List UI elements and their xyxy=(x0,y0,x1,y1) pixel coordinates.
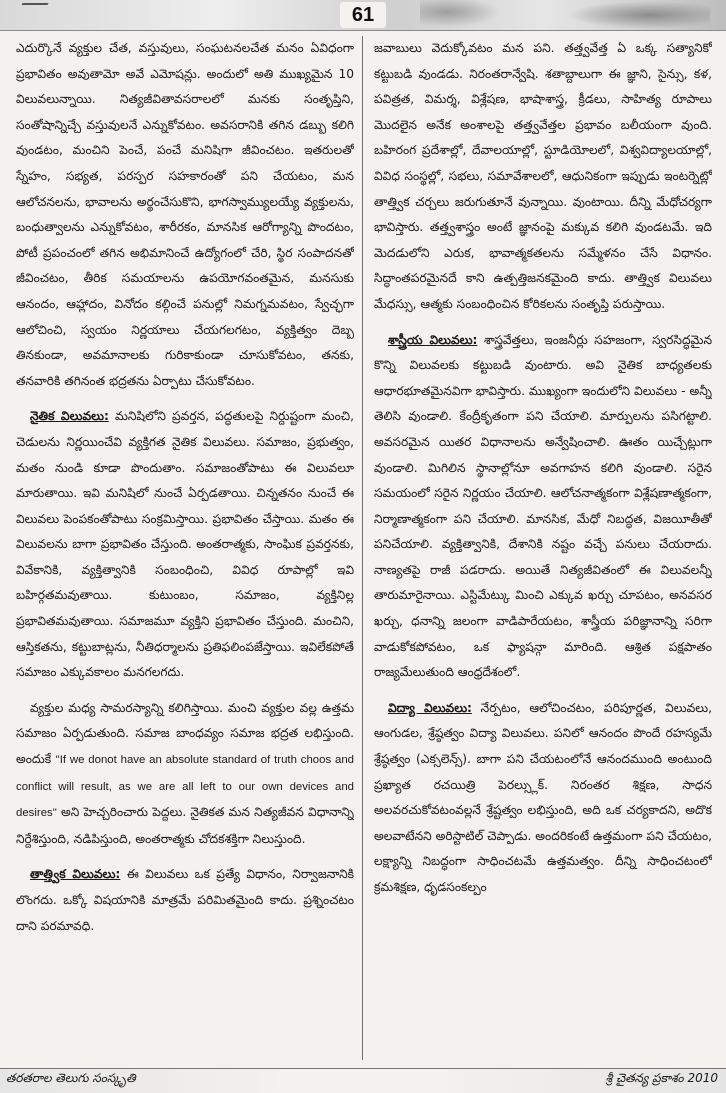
philosophical-values-text: ఈ విలువలు ఒక ప్రత్యే విధానం, నిర్వాజనానికి లొంగదు. ఒక్కో విషయానికి మాత్రమే పరిమితమైంది కాదు. ప్రశ్నించటం దాని పరమావధి. xyxy=(16,867,354,933)
header-ornament-mid xyxy=(420,0,510,30)
page-number: 61 xyxy=(340,2,386,28)
footer-magazine-title: తరతరాల తెలుగు సంస్కృతి xyxy=(6,1071,136,1085)
heading-educational-values: విద్యా విలువలు: xyxy=(388,700,472,715)
scientific-values-text: శాస్త్రవేత్తలు, ఇంజనీర్లు సహజంగా, స్వరసిద్ధమైన కొన్ని విలువలకు కట్టుబడి వుంటారు. అవి నైతిక బాధ్యతలకు ఆధారభూతమైనవిగా భావిస్తారు. ముఖ్యంగా ఇందులోని విలువలు - అన్నీ తెలిసి వుండాలి. కేంద్రీకృతంగా పని చేయాలి. మార్పులను పసిగట్టాలి. అవసరమైన యితర విధానాలను అన్వేషించాలి. ఊతం యిచ్చేట్లుగా వుండాలి. మిగిలిన స్థానాల్లోనూ అవగాహన కలిగి వుండాలి. సరైన సమయంలో సరైన నిర్ణయం చేయాలి. ఆలోచనాత్మకంగా విశ్లేషణాత్మకంగా, నిర్మాణాత్మకంగా పని చేయాలి. మానసిక, మేధో నిబద్ధత, విజయీతీతో పనిచేయాలి. వ్యక్తిత్వానికి, దేశానికి నష్టం వచ్చే పనులు చేయరాదు. నాణ్యతపై రాజీ పడరాదు. అయితే నిత్యజీవితంలో ఈ విలువలన్నీ తారుమారైనాయి. ఎస్టిమేట్కు మించి ఎక్కువ ఖర్చు చూపటం, అనవసర ఖర్చు, ధనాన్ని జలంగా వాడిపారేయటం, శాస్త్రీయ పరిజ్ఞానాన్ని సరిగా వాడుకోకపోవటం, ఒక ఫ్యాషన్గా మారింది. ఆశ్రిత పక్షపాతం రాజ్యమేలుతుంది ఆంధ్రదేశంలో. xyxy=(374,332,712,680)
header-ornament-right xyxy=(560,0,710,30)
header-ornament-left xyxy=(13,3,48,19)
section-philosophical-values xyxy=(16,862,354,939)
right-column xyxy=(374,36,712,1060)
heading-scientific-values: శాస్త్రీయ విలువలు: xyxy=(388,332,478,347)
harmony-text-start: వ్యక్తుల మధ్య సామరస్యాన్ని కలిగిస్తాయి. మంచి వ్యక్తుల వల్ల ఉత్తమ సమాజం ఏర్పడుతుంది. సమాజ బాంధవ్యం సమాజ భద్రత లభిస్తుంది. అందుకే xyxy=(16,700,354,767)
page-footer xyxy=(0,1068,726,1093)
english-quote: "If we donot have an absolute standard of truth choos and conflict will result, as we are all left to our own devices and desires" xyxy=(16,754,354,820)
educational-values-text: నేర్పటం, ఆలోచించటం, పరిపూర్ణత, విలువలు, ఆంగుడల, శ్రేష్ఠత్వం విద్యా విలువలు. పనిలో ఆనందం పొందే రహస్యమే శ్రేష్ఠత్వం (ఎక్సలెన్స్). బాగా పని చేయటంలోనే ఆనందముంది అంటుంది ప్రఖ్యాత రచయిత్రి పెరల్స్లుక్. నిరంతర శిక్షణ, సాధన అలవరచుకోవటంవల్లనే శ్రేష్టత్వం లభిస్తుంది, అది ఒక చర్యకాదని, అదొక అలవాటేనని అరిస్టాటిల్ చెప్పాడు. అందరికంటే ఉత్తమంగా పని చేయటం, లక్ష్యాన్ని నిబద్ధంగా సాధించటమే ఉత్తమత్వం. దీన్ని సాధించటంలో క్రమశిక్షణ, ధృడసంకల్పం xyxy=(374,700,712,894)
footer-issue: శ్రీ చైతన్య ప్రకాశం 2010 xyxy=(605,1071,718,1085)
section-moral-values xyxy=(16,404,354,686)
paragraph-emotions: ఎదుర్కొనే వ్యక్తుల చేత, వస్తువులు, సంఘటనలచేత మనం ఏవిధంగా ప్రభావితం అవుతామో అవే ఎమోషన్లు. అందులో అతి ముఖ్యమైన 10 విలువలున్నాయి. నిత్యజీవితావసరాలలో మనకు సంతృప్తిని, సంతోషాన్నిచ్చే వస్తువులనే ఎన్నుకోవటం. అవసరానికి తగిన డబ్బు కలిగి వుండటం, మంచిని పెంచే, పంచే మనిషిగా జీవించటం. ఇతరులతో స్నేహం, సభ్యత, పరస్పర సహకారంతో పని చేయటం, మన ఆలోచనలను, భావాలను అర్థంచేసుకొని, భాగస్వామ్యులయ్యే వ్యక్తులను, బంధుత్వాలను ఎన్నుకోవటం, శారీరకం, మానసిక ఆరోగ్యాన్ని పొందటం, పోటీ ప్రపంచంలో తగిన అభిమానించే ఉద్యోగంలో చేరి, స్థిర సంపాదనతో జీవించటం, తీరిక సమయాలను ఉపయోగవంతమైన, మనసుకు ఆనందం, ఆహ్లాదం, వినోదం కల్గించే పనుల్లో నిమగ్నమవటం, స్వేచ్ఛగా ఆలోచించి, స్వయం నిర్ణయాలు చేయగలగటం, వ్యక్తిత్వం దెబ్బ తినకుండా, అవమానాలకు గురికాకుండా చూసుకోవటం, తనకు, తనవారికి తగినంత భద్రతను ఏర్పాటు చేసుకోవటం. xyxy=(16,41,354,388)
paragraph-philosophy-continued: జవాబులు వెదుక్కోవటం మన పని. తత్త్వవేత్త ఏ ఒక్క సత్యానికో కట్టుబడి వుండడు. నిరంతరాన్వేషి. శతాబ్దాలుగా ఈ జ్ఞాని, సైన్సు, కళ, పవిత్రత, విమర్శ, విశ్లేషణ, భాషాశాస్త్ర, క్రీడలు, సాహిత్య రూపాలు మొదలైన అనేక అంశాలపై తత్త్వవేత్తల ప్రభావం బలీయంగా వుంది. బహిరంగ ప్రదేశాల్లో, దేవాలయాల్లో, స్టూడియోలలో, విశ్వవిద్యాలయాల్లో, వివిధ సంస్థల్లో, సభలు, సమావేశాలలో, ఆధునికంగా ఇప్పుడు ఇంటర్నెట్లో తాత్త్విక చర్చలు జరుగుతూనే వున్నాయి. వుంటాయి. దీన్ని మేధోచర్యగా భావిస్తారు. తత్త్వశాస్త్రం అంటే జ్ఞానంపై మక్కువ కలిగి వుండటమే. ఇది మెదడులోని ఎరుక, భావాత్మకతలను సమ్మేళనం చేసే విధానం. సిద్ధాంతపరమైనదే కాని ఉత్పత్తిజనకమైంది కాదు. తాత్త్విక విలువలు మేధస్సు, ఆత్మకు సంబంధించిన కోరికలను సంతృప్తి పరుస్తాయి. xyxy=(374,41,712,311)
section-educational-values xyxy=(374,696,712,901)
page-header xyxy=(0,0,726,31)
moral-values-text: మనిషిలోని ప్రవర్తన, పద్ధతులపై నిర్దుష్టంగా మంచి, చెడులను నిర్ణయించేవి వ్యక్తిగత నైతిక విలువలు. సమాజం, ప్రభుత్వం, మతం నుండి కూడా పొందుతాం. సమాజంతోపాటు ఈ విలువలూ మారుతాయి. ఇవి మనిషిలో నుంచే ఏర్పడతాయి. చిన్నతనం నుంచే ఈ విలువలు పెంపకంతోపాటు సంక్రమిస్తాయి. ప్రభావితం చేస్తాయి. మతం ఈ విలువలను బాగా ప్రభావితం చేస్తుంది. అంతరాత్మకు, సాంఘిక ప్రవర్తనకు, వివేకానికి, వ్యక్తిత్వానికి సంబంధించి, వివిధ రూపాల్లో ఇవి బహిర్గతమవుతాయి. కుటుంబం, సమాజం, వ్యక్తినిల్ల ప్రభావితమవుతాయి. సమాజమూ వ్యక్తిని ప్రభావితం చేస్తుంది. మంచిని, ఆస్తికతను, కట్టుబాట్లను, నీతిధర్మాలను ప్రతిఫలింపజేస్తాయి. ఇవిలేకపోతే సమాజం ఎక్కువకాలం మనగలగదు. xyxy=(16,409,354,680)
left-column xyxy=(16,36,354,1060)
heading-moral-values: నైతిక విలువలు: xyxy=(30,409,109,424)
paragraph-harmony xyxy=(16,696,354,853)
column-divider xyxy=(362,36,363,1060)
harmony-text-end: అని హెచ్చరించారు పెద్దలు. నైతికత మన నిత్యజీవన విధానాన్ని నిర్దేశిస్తుంది, నడిపిస్తుంది, అంతరాత్మకు చోదకశక్తిగా నిలుస్తుంది. xyxy=(16,805,354,846)
section-scientific-values xyxy=(374,328,712,686)
heading-philosophical-values: తాత్త్విక విలువలు: xyxy=(30,867,121,882)
